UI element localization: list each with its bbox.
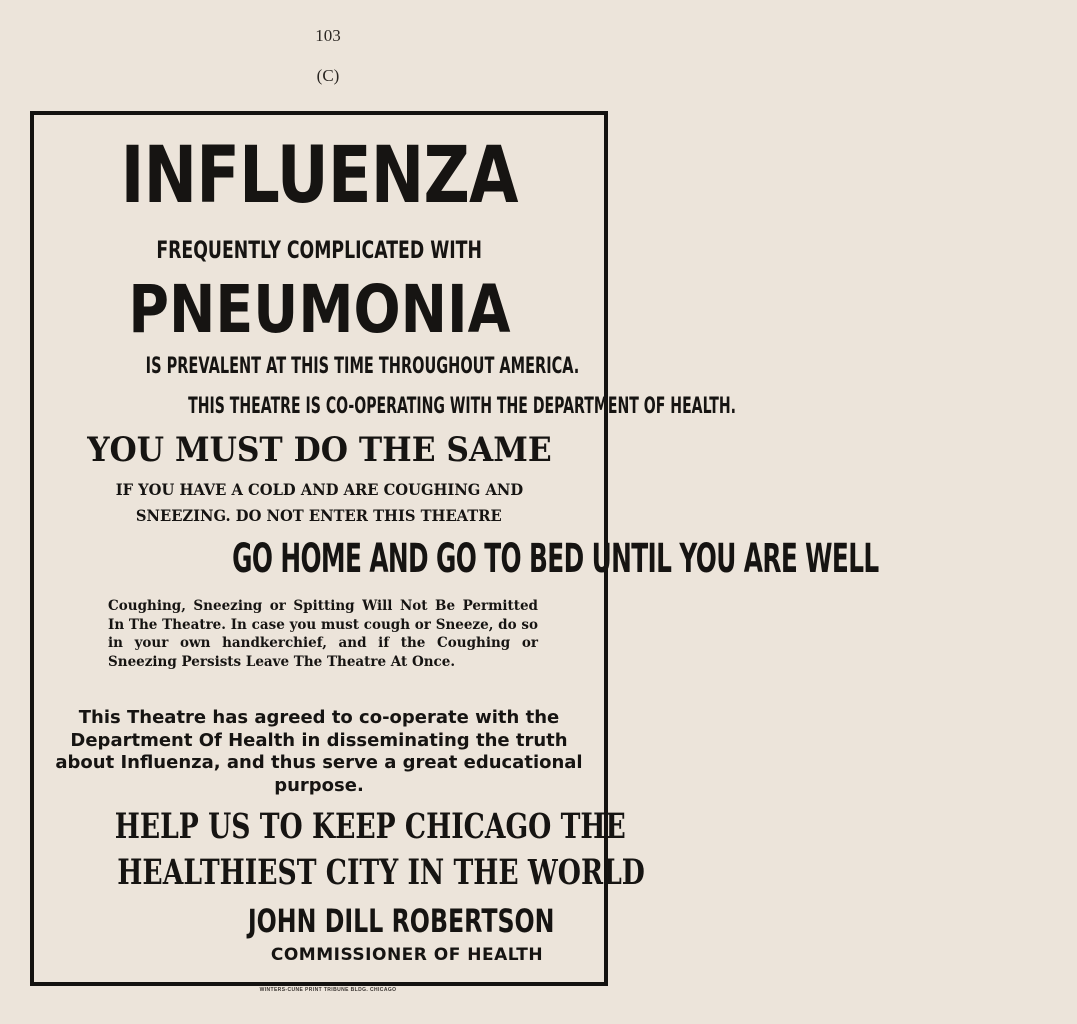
poster-headline-pneumonia: PNEUMONIA	[127, 271, 511, 348]
help-chicago-line-2: HEALTHIEST CITY IN THE WORLD	[117, 852, 645, 893]
prevalent-line: IS PREVALENT AT THIS TIME THROUGHOUT AMERICA.	[145, 354, 580, 379]
signatory-title: COMMISSIONER OF HEALTH	[270, 945, 544, 965]
cooperation-paragraph: This Theatre has agreed to co-operate with the Department Of Health in disseminating the truth about Influenza, and thus serve a great educational purpose.	[55, 707, 583, 796]
go-home-line: GO HOME AND GO TO BED UNTIL YOU ARE WELL	[232, 536, 879, 582]
coughing-paragraph: Coughing, Sneezing or Spitting Will Not Be Permitted In The Theatre. In case you must cough or Sneeze, do so in your own handkerchief, and if the Coughing or Sneezing Persists Leave The Theatre At Once.	[108, 598, 538, 670]
cold-warning-line-2: SNEEZING. DO NOT ENTER THIS THEATRE	[136, 506, 502, 525]
cold-warning-line-1: IF YOU HAVE A COLD AND ARE COUGHING AND	[115, 480, 523, 499]
help-chicago-line-1: HELP US TO KEEP CHICAGO THE	[114, 806, 626, 847]
poster-headline: INFLUENZA	[120, 131, 518, 221]
influenza-poster	[30, 111, 879, 986]
cooperating-line: THIS THEATRE IS CO-OPERATING WITH THE DEPARTMENT OF HEALTH.	[188, 394, 736, 419]
page-number: 103	[315, 26, 341, 45]
must-do-same-line: YOU MUST DO THE SAME	[86, 430, 552, 470]
poster-subhead: FREQUENTLY COMPLICATED WITH	[156, 236, 482, 264]
page-letter: (C)	[316, 66, 340, 85]
printer-imprint: WINTERS-CUNE PRINT TRIBUNE BLDG. CHICAGO	[259, 987, 397, 993]
signatory-name: JOHN DILL ROBERTSON	[247, 902, 555, 940]
